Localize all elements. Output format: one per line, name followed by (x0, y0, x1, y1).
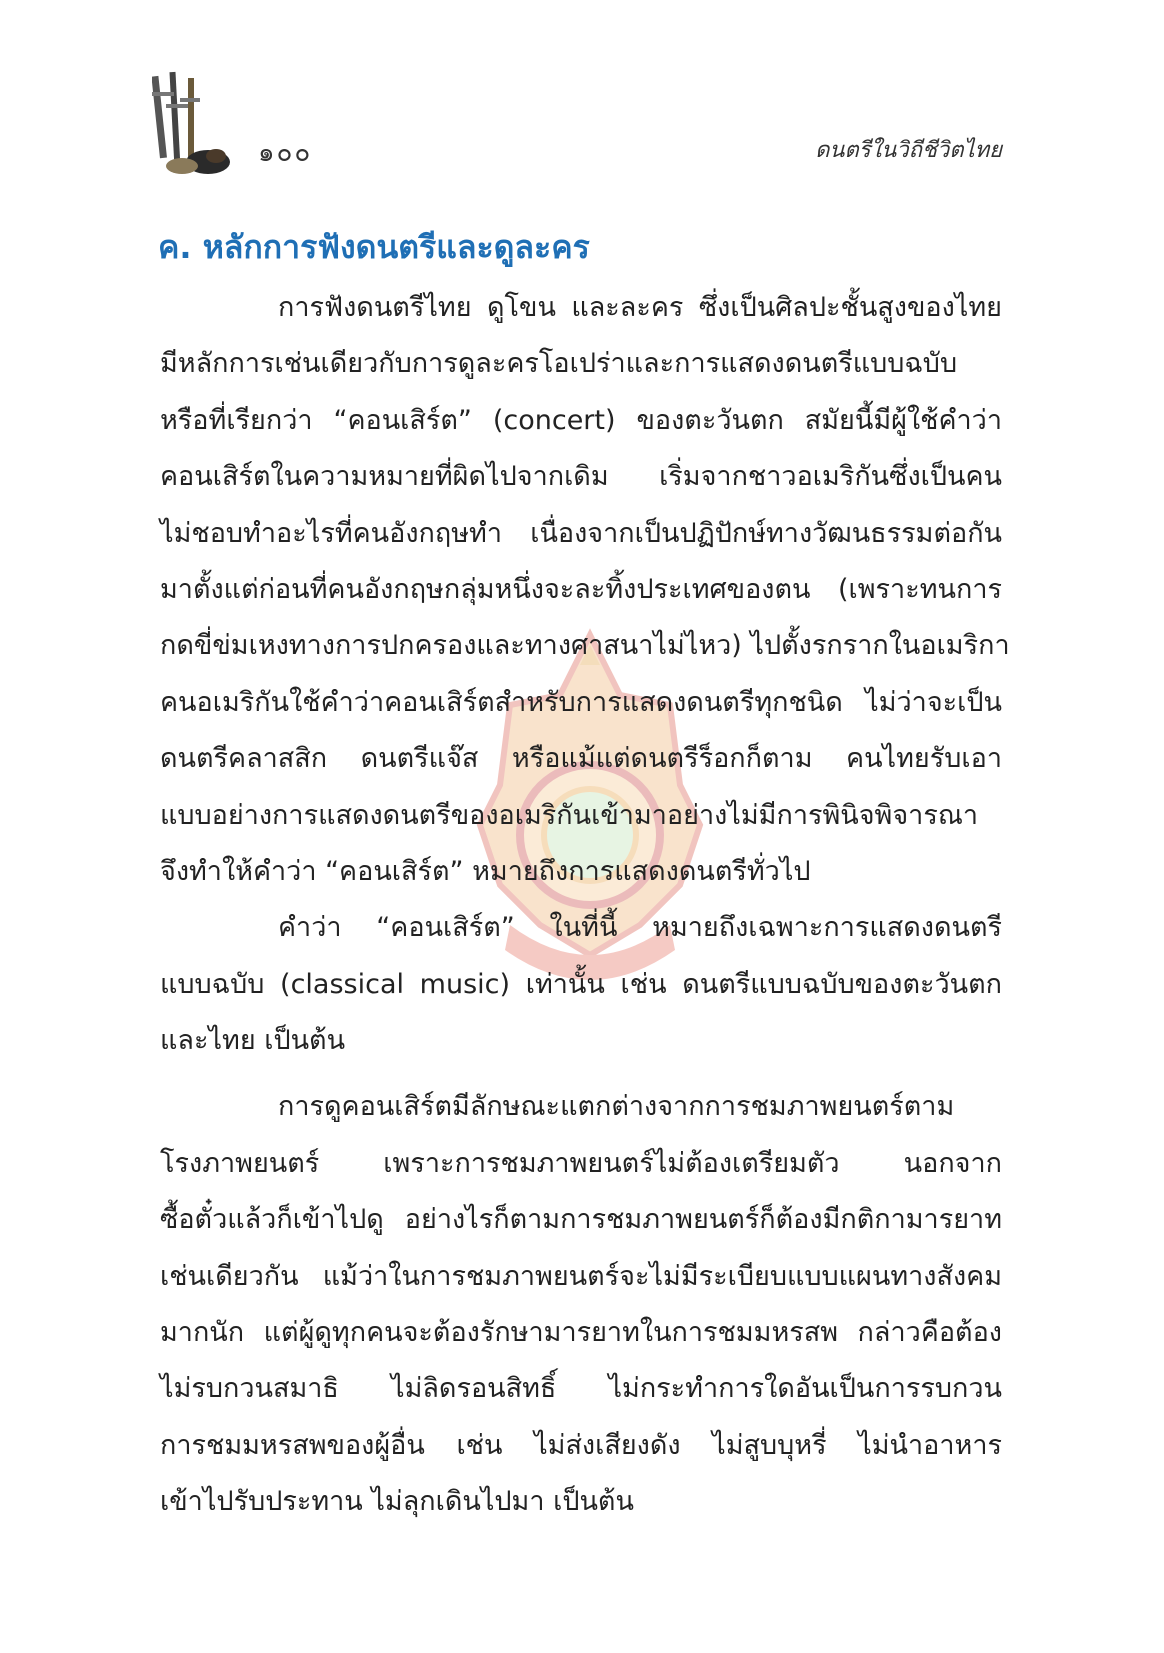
paragraph-line: แบบอย่างการแสดงดนตรีของอเมริกันเข้ามาอย่างไม่มีการพินิจพิจารณา (160, 799, 979, 831)
paragraph-line: เข้าไปรับประทาน ไม่ลุกเดินไปมา เป็นต้น (160, 1486, 634, 1518)
thai-fiddle-icon (152, 70, 244, 180)
paragraph-line: การฟังดนตรีไทย ดูโขน และละคร ซึ่งเป็นศิลปะชั้นสูงของไทย (278, 292, 1002, 323)
paragraph-line: จึงทำให้คำว่า “คอนเสิร์ต” หมายถึงการแสดงดนตรีทั่วไป (160, 855, 811, 887)
paragraph-line: หรือที่เรียกว่า “คอนเสิร์ต” (concert) ของตะวันตก สมัยนี้มีผู้ใช้คำว่า (160, 404, 1002, 436)
paragraph-line: การดูคอนเสิร์ตมีลักษณะแตกต่างจากการชมภาพยนตร์ตาม (278, 1091, 955, 1123)
paragraph-gap (160, 1069, 1002, 1079)
paragraph-line: กดขี่ข่มเหงทางการปกครองและทางศาสนาไม่ไหว) ไปตั้งรกรากในอเมริกา (160, 630, 1010, 662)
paragraph-line: ไม่รบกวนสมาธิ ไม่ลิดรอนสิทธิ์ ไม่กระทำการใดอันเป็นการรบกวน (160, 1373, 1002, 1405)
body-text (160, 280, 1010, 1531)
paragraph-line: คำว่า “คอนเสิร์ต” ในที่นี้ หมายถึงเฉพาะการแสดงดนตรี (278, 912, 1002, 944)
paragraph-line: มีหลักการเช่นเดียวกับการดูละครโอเปร่าและการแสดงดนตรีแบบฉบับ (160, 348, 958, 380)
paragraph-line: การชมมหรสพของผู้อื่น เช่น ไม่ส่งเสียงดัง ไม่สูบบุหรี่ ไม่นำอาหาร (160, 1429, 1002, 1461)
paragraph-line: ซื้อตั๋วแล้วก็เข้าไปดู อย่างไรก็ตามการชมภาพยนตร์ก็ต้องมีกติกามารยาท (160, 1204, 1002, 1236)
paragraph-line: โรงภาพยนตร์ เพราะการชมภาพยนตร์ไม่ต้องเตรียมตัว นอกจาก (160, 1147, 1002, 1179)
paragraph-line: มากนัก แต่ผู้ดูทุกคนจะต้องรักษามารยาทในการชมมหรสพ กล่าวคือต้อง (160, 1317, 1002, 1349)
paragraph-line: คนอเมริกันใช้คำว่าคอนเสิร์ตสำหรับการแสดงดนตรีทุกชนิด ไม่ว่าจะเป็น (160, 686, 1002, 718)
paragraph-line: และไทย เป็นต้น (160, 1025, 346, 1057)
paragraph-line: มาตั้งแต่ก่อนที่คนอังกฤษกลุ่มหนึ่งจะละทิ้งประเทศของตน (เพราะทนการ (160, 573, 1002, 605)
paragraph-line: ดนตรีคลาสสิก ดนตรีแจ๊ส หรือแม้แต่ดนตรีร็อกก็ตาม คนไทยรับเอา (160, 743, 1002, 775)
page-number: ๑๐๐ (258, 138, 313, 168)
running-title: ดนตรีในวิถีชีวิตไทย (815, 138, 1002, 163)
paragraph-line: ไม่ชอบทำอะไรที่คนอังกฤษทำ เนื่องจากเป็นปฏิปักษ์ทางวัฒนธรรมต่อกัน (160, 517, 1002, 549)
paragraph-line: แบบฉบับ (classical music) เท่านั้น เช่น ดนตรีแบบฉบับของตะวันตก (160, 968, 1002, 1000)
section-heading: ค. หลักการฟังดนตรีและดูละคร (158, 228, 590, 266)
paragraph-line: คอนเสิร์ตในความหมายที่ผิดไปจากเดิม เริ่มจากชาวอเมริกันซึ่งเป็นคน (160, 461, 1002, 493)
paragraph-line: เช่นเดียวกัน แม้ว่าในการชมภาพยนตร์จะไม่มีระเบียบแบบแผนทางสังคม (160, 1260, 1002, 1292)
